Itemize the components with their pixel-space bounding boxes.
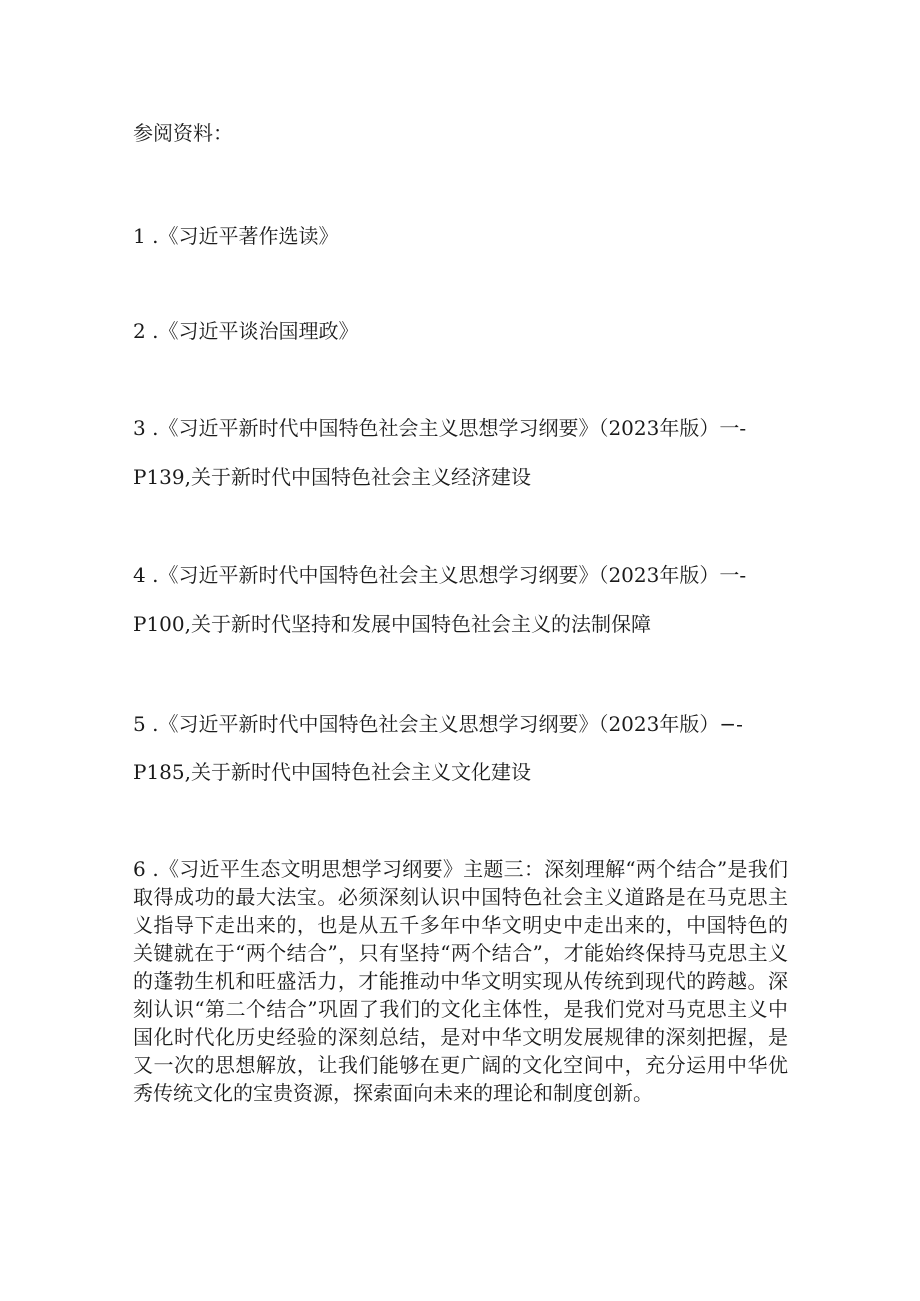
- reference-item-5-line-2: P185,关于新时代中国特色社会主义文化建设: [133, 760, 531, 784]
- reference-item-3-line-2: P139,关于新时代中国特色社会主义经济建设: [133, 465, 531, 489]
- references-heading: 参阅资料：: [133, 121, 233, 145]
- reference-item-6-paragraph: 6 .《习近平生态文明思想学习纲要》主题三：深刻理解“两个结合”是我们取得成功的最大法宝。必须深刻认识中国特色社会主义道路是在马克思主义指导下走出来的，也是从五千多年中华文明史中走出来的，中国特色的关键就在于“两个结合”，只有坚持“两个结合”，才能始终保持马克思主义的蓬勃生机和旺盛活力，才能推动中华文明实现从传统到现代的跨越。深刻认识“第二个结合”巩固了我们的文化主体性，是我们党对马克思主义中国化时代化历史经验的深刻总结，是对中华文明发展规律的深刻把握，是又一次的思想解放，让我们能够在更广阔的文化空间中，充分运用中华优秀传统文化的宝贵资源，探索面向未来的理论和制度创新。: [133, 857, 788, 1105]
- reference-item-2: 2 .《习近平谈治国理政》: [133, 319, 359, 343]
- reference-item-4-line-2: P100,关于新时代坚持和发展中国特色社会主义的法制保障: [133, 612, 651, 636]
- reference-item-3-line-1: 3 .《习近平新时代中国特色社会主义思想学习纲要》（2023年版）一-: [133, 416, 747, 440]
- reference-item-5-line-1: 5 .《习近平新时代中国特色社会主义思想学习纲要》（2023年版）−-: [133, 712, 743, 736]
- reference-item-4-line-1: 4 .《习近平新时代中国特色社会主义思想学习纲要》（2023年版）一-: [133, 563, 747, 587]
- reference-item-1: 1 .《习近平著作选读》: [133, 224, 339, 248]
